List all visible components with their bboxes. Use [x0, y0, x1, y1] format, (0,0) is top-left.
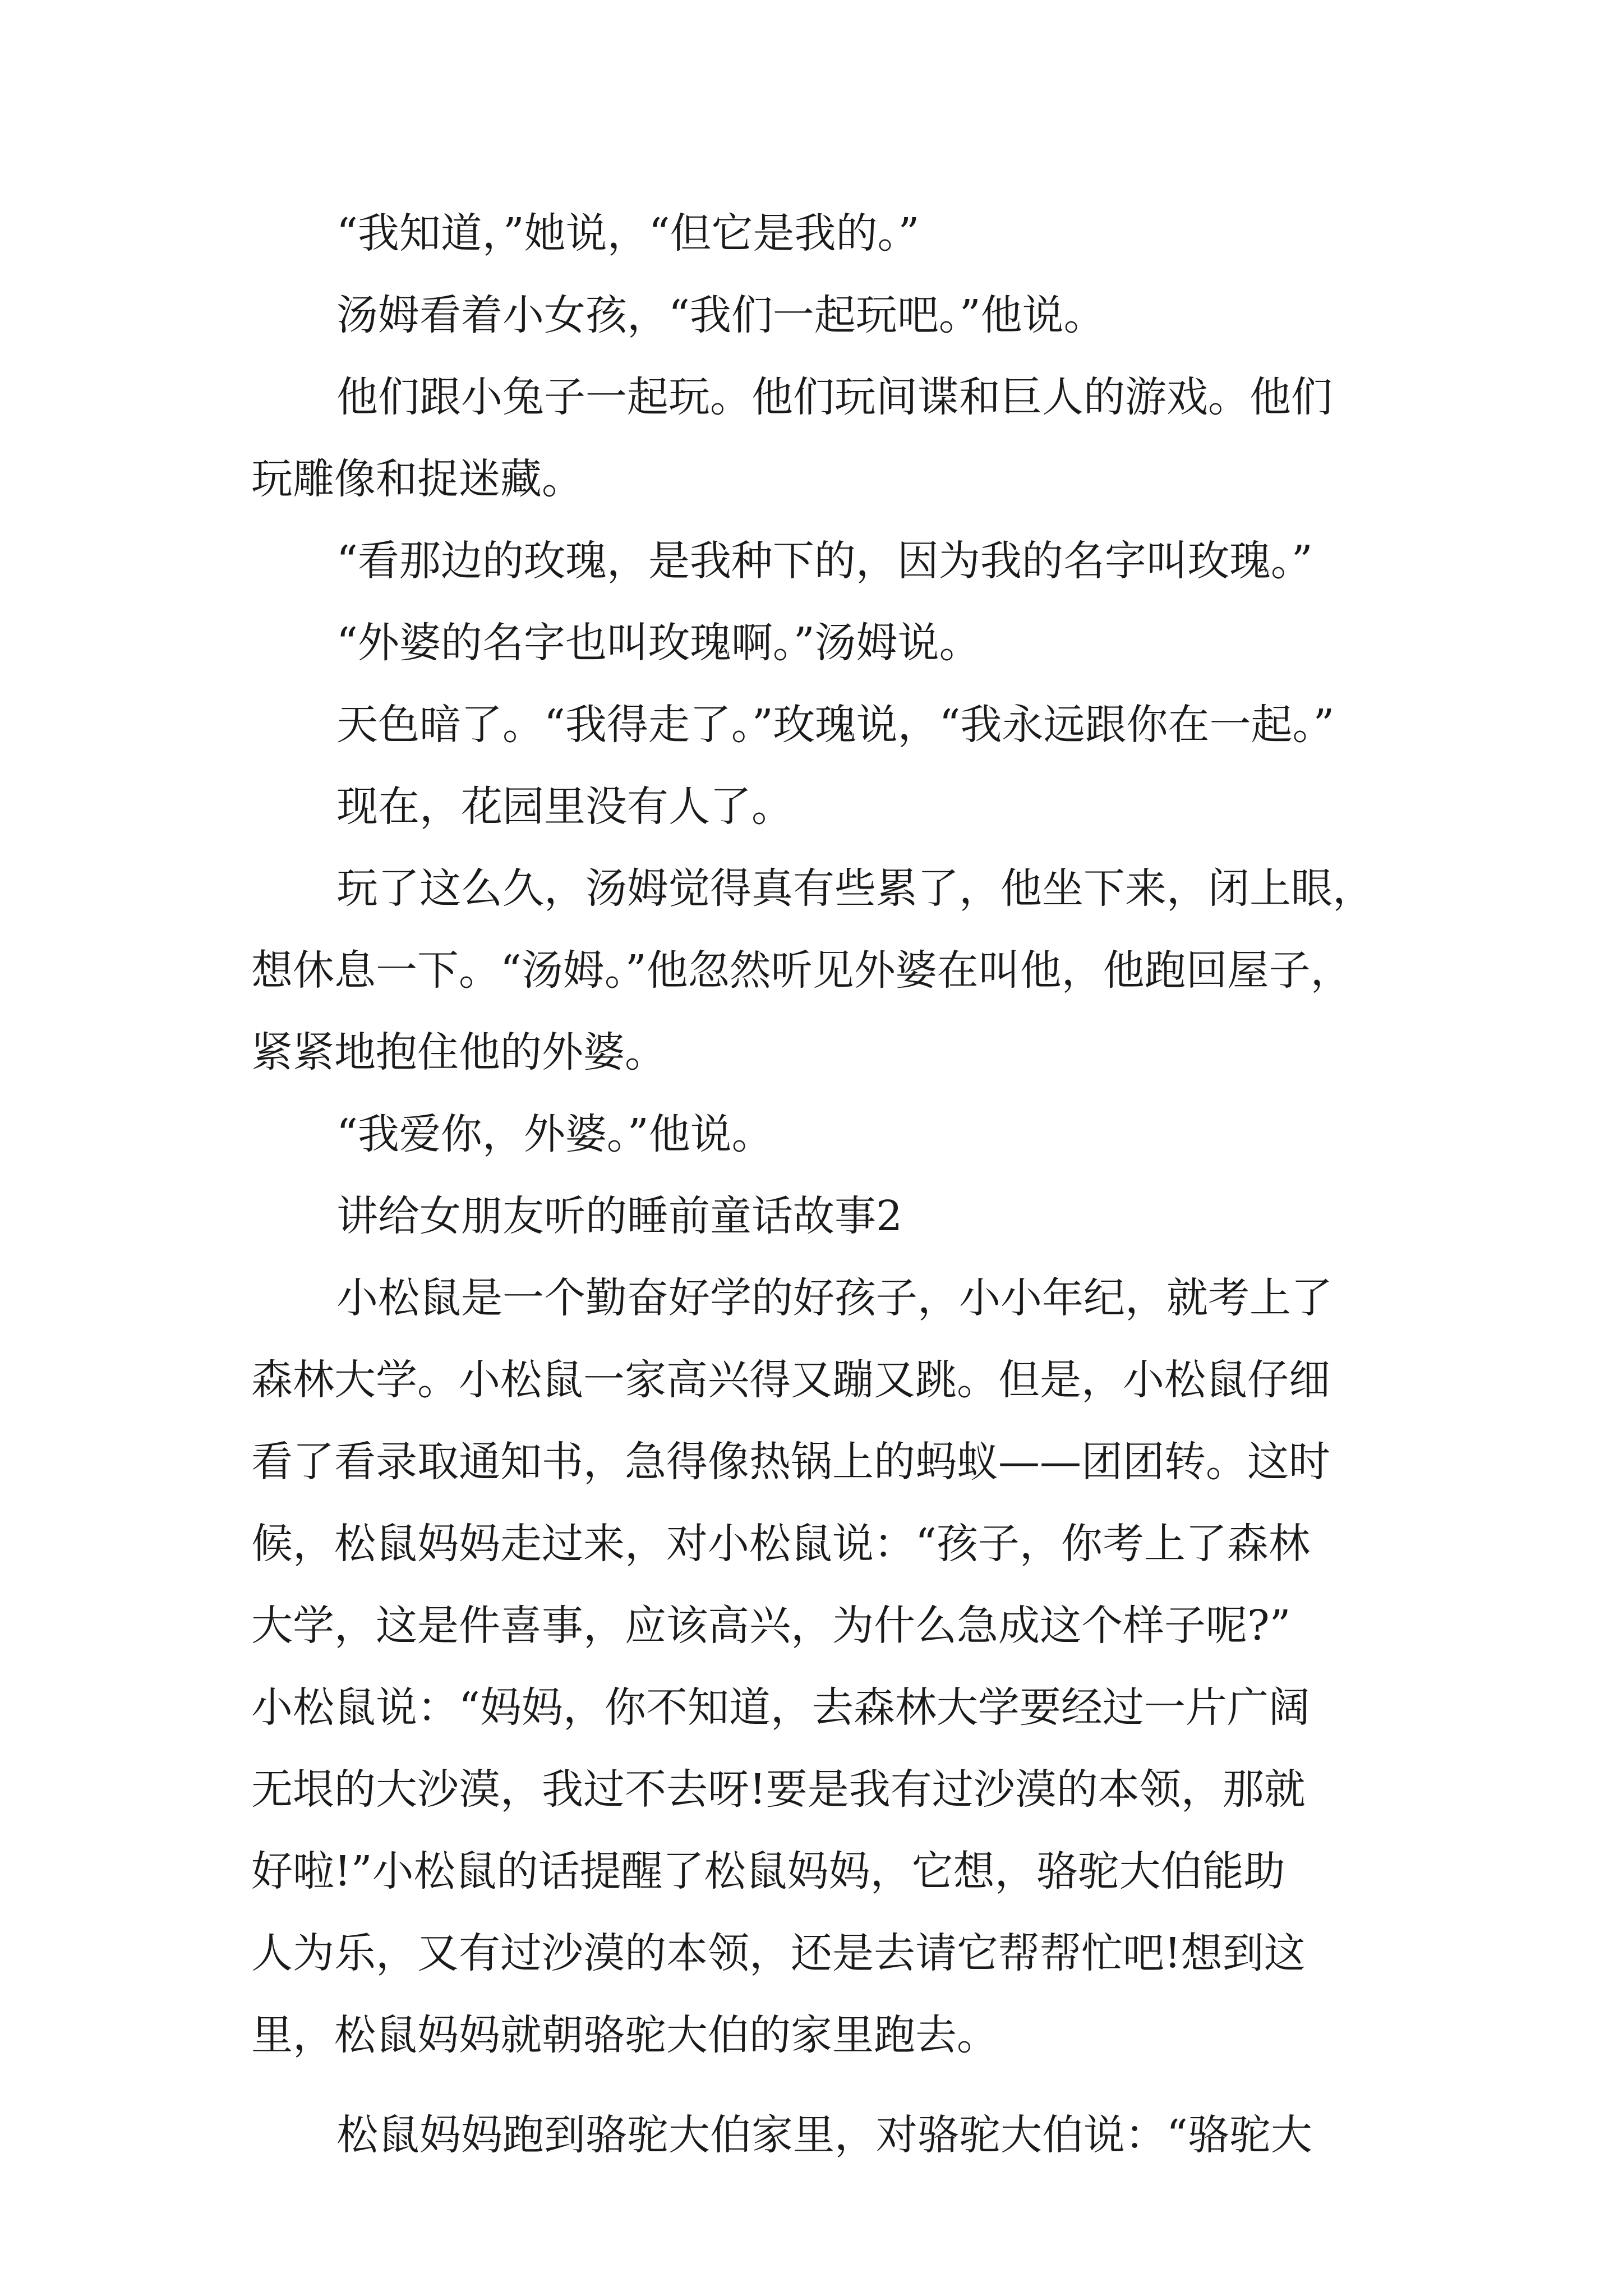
text-line: 森林大学。小松鼠一家高兴得又蹦又跳。但是，小松鼠仔细: [251, 1356, 1330, 1404]
text-line: 人为乐，又有过沙漠的本领，还是去请它帮帮忙吧!想到这: [251, 1929, 1306, 1977]
text-line: 看了看录取通知书，急得像热锅上的蚂蚁——团团转。这时: [251, 1438, 1330, 1486]
text-line: 小松鼠说：“妈妈，你不知道，去森林大学要经过一片广阔: [251, 1683, 1310, 1732]
text-line: 天色暗了。“我得走了。”玫瑰说，“我永远跟你在一起。”: [336, 701, 1335, 749]
text-line: 紧紧地抱住他的外婆。: [251, 1028, 666, 1076]
text-line: 小松鼠是一个勤奋好学的好孩子，小小年纪，就考上了: [336, 1274, 1332, 1322]
text-line: 好啦!”小松鼠的话提醒了松鼠妈妈，它想，骆驼大伯能助: [251, 1847, 1285, 1895]
text-line: 汤姆看着小女孩，“我们一起玩吧。”他说。: [336, 291, 1105, 339]
text-line: 无垠的大沙漠，我过不去呀!要是我有过沙漠的本领，那就: [251, 1765, 1306, 1814]
text-line: 现在，花园里没有人了。: [336, 783, 793, 831]
text-line: 大学，这是件喜事，应该高兴，为什么急成这个样子呢?”: [251, 1602, 1291, 1650]
text-line: 候，松鼠妈妈走过来，对小松鼠说：“孩子，你考上了森林: [251, 1520, 1310, 1568]
text-line: 想休息一下。“汤姆。”他忽然听见外婆在叫他，他跑回屋子，: [251, 946, 1352, 995]
text-line: “看那边的玫瑰，是我种下的，因为我的名字叫玫瑰。”: [336, 537, 1313, 585]
text-line: 里，松鼠妈妈就朝骆驼大伯的家里跑去。: [251, 2011, 998, 2059]
section-heading: 讲给女朋友听的睡前童话故事2: [336, 1192, 903, 1240]
text-line: 玩雕像和捉迷藏。: [251, 455, 583, 503]
text-line: “我爱你，外婆。”他说。: [336, 1110, 773, 1158]
text-line: 松鼠妈妈跑到骆驼大伯家里，对骆驼大伯说：“骆驼大: [336, 2111, 1312, 2159]
text-line: 他们跟小兔子一起玩。他们玩间谍和巨人的游戏。他们: [336, 373, 1332, 421]
text-line: 玩了这么久，汤姆觉得真有些累了，他坐下来，闭上眼，: [336, 864, 1374, 913]
text-line: “我知道，”她说，“但它是我的。”: [336, 209, 920, 257]
text-line: “外婆的名字也叫玫瑰啊。”汤姆说。: [336, 619, 981, 667]
